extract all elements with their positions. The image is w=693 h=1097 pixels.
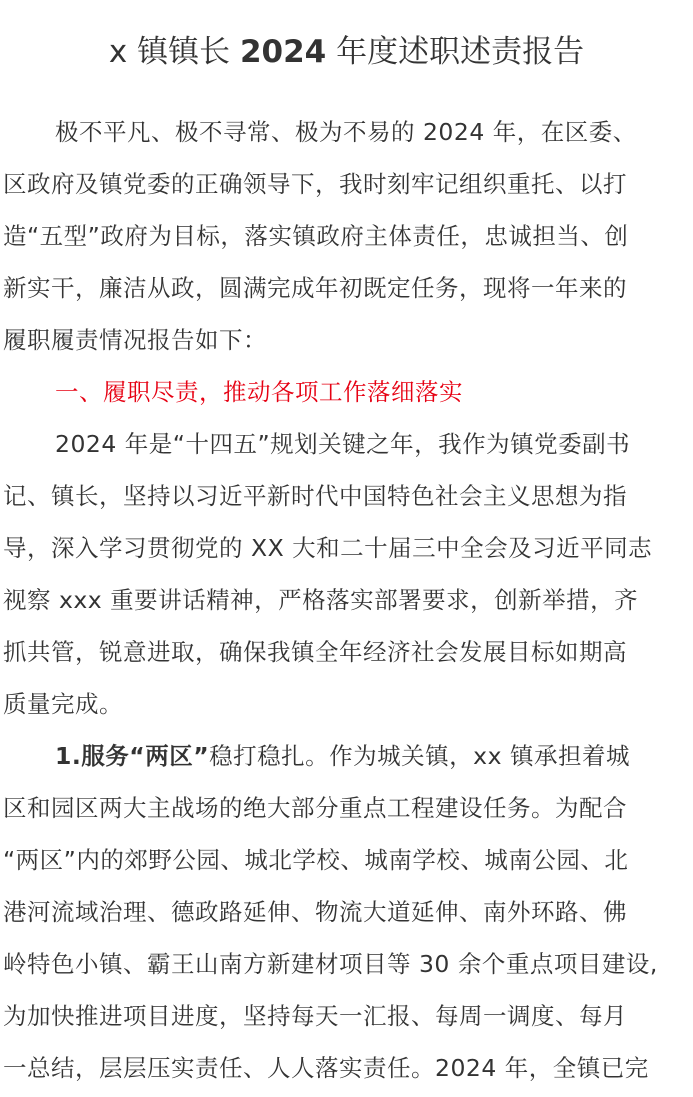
text-line: 质量完成。 <box>3 690 123 718</box>
item-1-lead: 1.服务“两区” <box>55 742 210 770</box>
text-line: 岭特色小镇、霸王山南方新建材项目等 30 余个重点项目建设, <box>3 950 658 978</box>
section-1-heading: 一、履职尽责，推动各项工作落细落实 <box>55 378 463 406</box>
text-line: 履职履责情况报告如下： <box>3 326 267 354</box>
text-line <box>3 730 693 782</box>
text-line: 新实干，廉洁从政，圆满完成年初既定任务，现将一年来的 <box>3 274 627 302</box>
text-line: 区政府及镇党委的正确领导下，我时刻牢记组织重托、以打 <box>3 170 627 198</box>
text-line: 港河流域治理、德政路延伸、物流大道延伸、南外环路、佛 <box>3 898 627 926</box>
section-1-paragraph <box>3 418 693 730</box>
text-line: 一总结，层层压实责任、人人落实责任。2024 年，全镇已完 <box>3 1054 649 1082</box>
item-1-first-line: 稳打稳扎。作为城关镇，xx 镇承担着城 <box>209 742 630 770</box>
text-line: 导，深入学习贯彻党的 XX 大和二十届三中全会及习近平同志 <box>3 534 653 562</box>
document-body <box>3 106 693 1094</box>
title-prefix: x 镇镇长 <box>108 34 240 70</box>
title-suffix: 年度述职述责报告 <box>326 34 585 70</box>
text-line: 记、镇长，坚持以习近平新时代中国特色社会主义思想为指 <box>3 482 627 510</box>
text-line: 为加快推进项目进度，坚持每天一汇报、每周一调度、每月 <box>3 1002 627 1030</box>
text-line: 视察 xxx 重要讲话精神，严格落实部署要求，创新举措，齐 <box>3 586 639 614</box>
item-1-paragraph <box>3 730 693 1094</box>
title-year: 2024 <box>239 34 327 70</box>
text-line: 极不平凡、极不寻常、极为不易的 2024 年，在区委、 <box>55 118 637 146</box>
text-line: 2024 年是“十四五”规划关键之年，我作为镇党委副书 <box>55 430 631 458</box>
text-line: 造“五型”政府为目标，落实镇政府主体责任，忠诚担当、创 <box>3 222 629 250</box>
intro-paragraph <box>3 106 693 366</box>
text-line: 区和园区两大主战场的绝大部分重点工程建设任务。为配合 <box>3 794 627 822</box>
text-line: 抓共管，锐意进取，确保我镇全年经济社会发展目标如期高 <box>3 638 627 666</box>
text-line: “两区”内的郊野公园、城北学校、城南学校、城南公园、北 <box>3 846 629 874</box>
document-title <box>0 30 693 74</box>
